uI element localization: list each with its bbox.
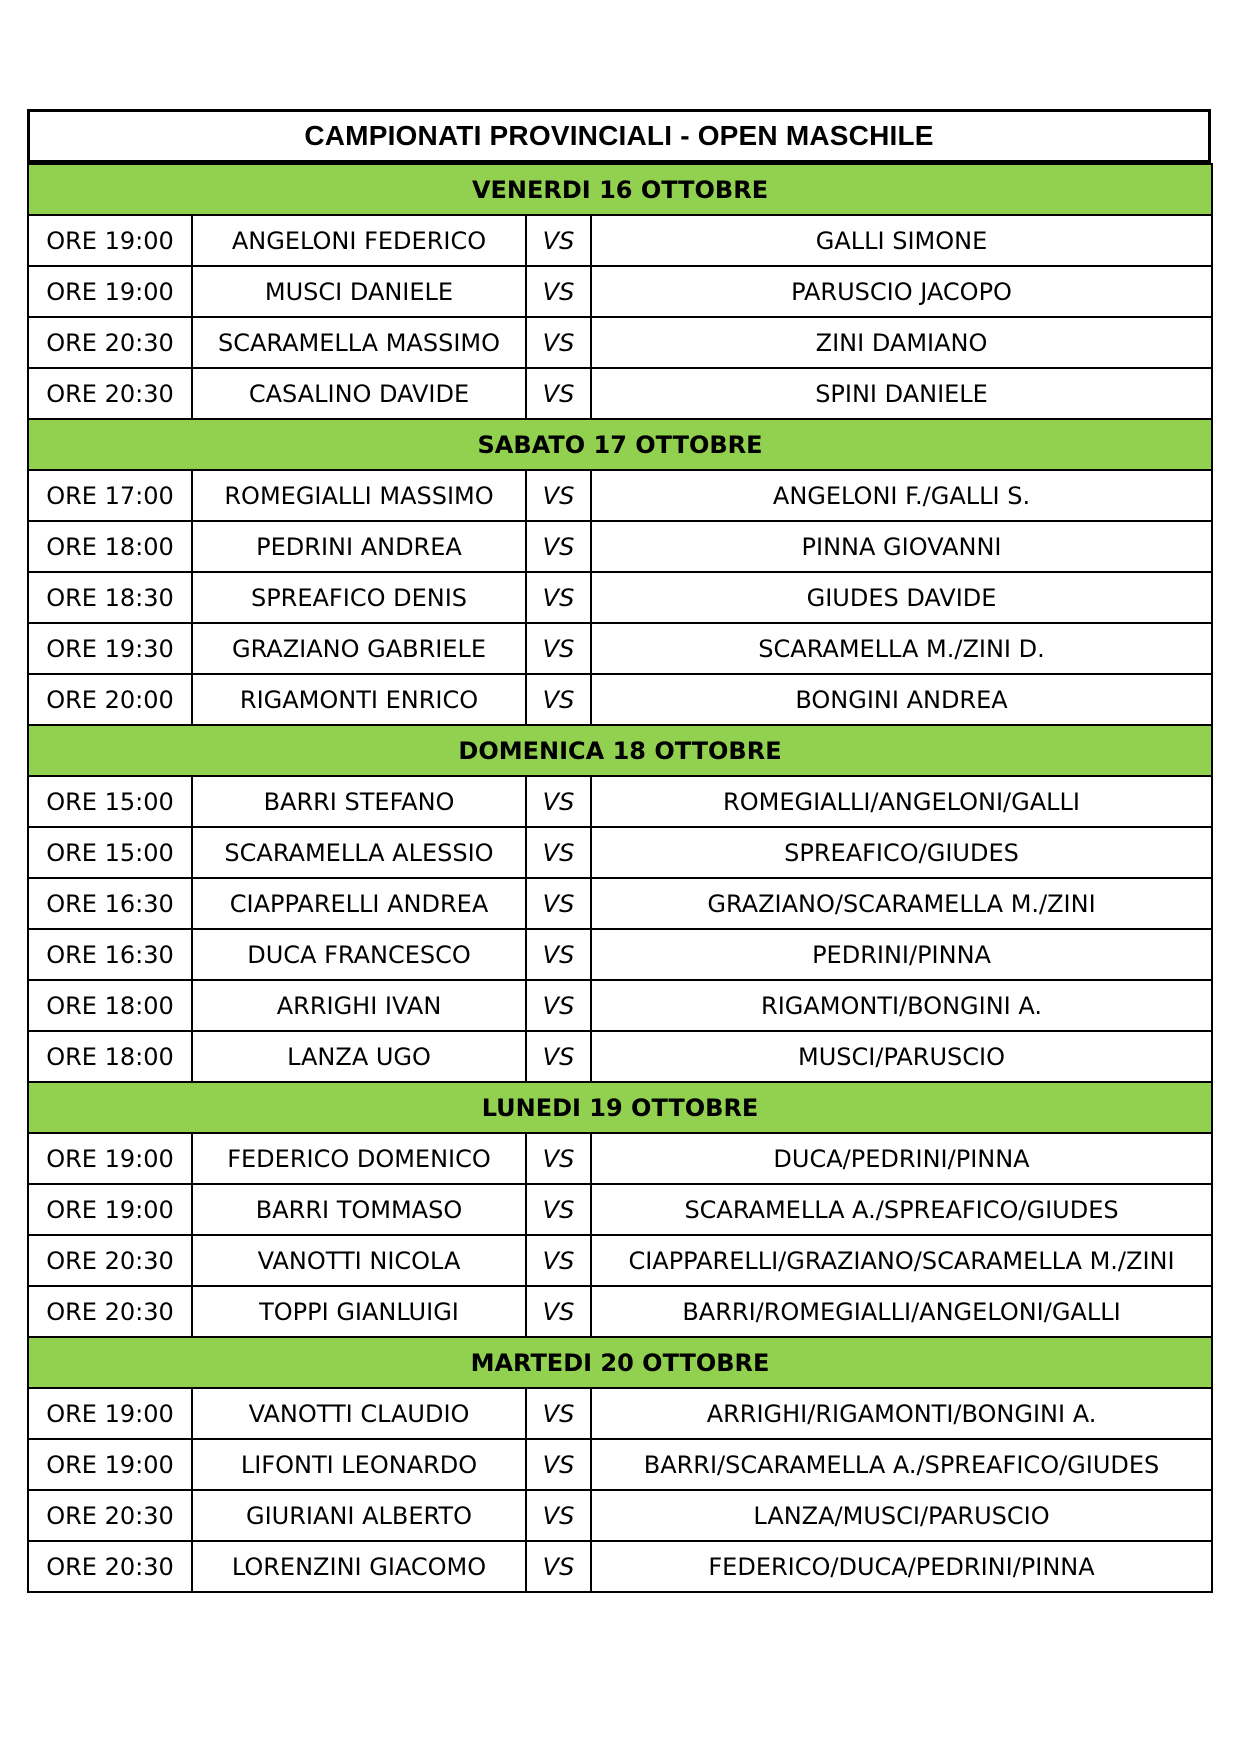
schedule-page: [27, 109, 1211, 1593]
vs-label: VS: [526, 1490, 591, 1541]
home-player: CASALINO DAVIDE: [192, 368, 526, 419]
away-player: SCARAMELLA M./ZINI D.: [591, 623, 1212, 674]
vs-label: VS: [526, 1184, 591, 1235]
away-player: ZINI DAMIANO: [591, 317, 1212, 368]
match-time: ORE 20:30: [28, 317, 192, 368]
home-player: VANOTTI CLAUDIO: [192, 1388, 526, 1439]
home-player: FEDERICO DOMENICO: [192, 1133, 526, 1184]
vs-label: VS: [526, 980, 591, 1031]
match-row: [28, 215, 1212, 266]
match-row: [28, 1184, 1212, 1235]
home-player: ARRIGHI IVAN: [192, 980, 526, 1031]
match-row: [28, 368, 1212, 419]
away-player: SPREAFICO/GIUDES: [591, 827, 1212, 878]
vs-label: VS: [526, 623, 591, 674]
vs-label: VS: [526, 470, 591, 521]
home-player: LANZA UGO: [192, 1031, 526, 1082]
match-time: ORE 19:00: [28, 1439, 192, 1490]
day-header-row: [28, 725, 1212, 776]
day-header-row: [28, 419, 1212, 470]
match-row: [28, 980, 1212, 1031]
day-header: MARTEDI 20 OTTOBRE: [28, 1337, 1212, 1388]
match-row: [28, 1286, 1212, 1337]
match-row: [28, 776, 1212, 827]
vs-label: VS: [526, 1541, 591, 1592]
away-player: SCARAMELLA A./SPREAFICO/GIUDES: [591, 1184, 1212, 1235]
home-player: CIAPPARELLI ANDREA: [192, 878, 526, 929]
vs-label: VS: [526, 1388, 591, 1439]
match-time: ORE 19:00: [28, 1388, 192, 1439]
schedule-body: [28, 164, 1212, 1592]
home-player: BARRI TOMMASO: [192, 1184, 526, 1235]
day-header-row: [28, 1337, 1212, 1388]
vs-label: VS: [526, 266, 591, 317]
document-title: CAMPIONATI PROVINCIALI - OPEN MASCHILE: [27, 109, 1211, 163]
match-time: ORE 19:00: [28, 1133, 192, 1184]
away-player: ROMEGIALLI/ANGELONI/GALLI: [591, 776, 1212, 827]
vs-label: VS: [526, 1286, 591, 1337]
match-time: ORE 20:30: [28, 1286, 192, 1337]
match-time: ORE 19:00: [28, 1184, 192, 1235]
match-time: ORE 19:00: [28, 266, 192, 317]
match-row: [28, 572, 1212, 623]
schedule-table: [27, 163, 1213, 1593]
away-player: BARRI/ROMEGIALLI/ANGELONI/GALLI: [591, 1286, 1212, 1337]
match-row: [28, 929, 1212, 980]
away-player: BONGINI ANDREA: [591, 674, 1212, 725]
vs-label: VS: [526, 1235, 591, 1286]
away-player: GALLI SIMONE: [591, 215, 1212, 266]
match-time: ORE 18:00: [28, 980, 192, 1031]
home-player: BARRI STEFANO: [192, 776, 526, 827]
match-time: ORE 18:00: [28, 1031, 192, 1082]
day-header: DOMENICA 18 OTTOBRE: [28, 725, 1212, 776]
match-row: [28, 674, 1212, 725]
match-row: [28, 1490, 1212, 1541]
match-row: [28, 1235, 1212, 1286]
match-time: ORE 20:30: [28, 1541, 192, 1592]
home-player: LIFONTI LEONARDO: [192, 1439, 526, 1490]
away-player: LANZA/MUSCI/PARUSCIO: [591, 1490, 1212, 1541]
vs-label: VS: [526, 878, 591, 929]
match-time: ORE 20:00: [28, 674, 192, 725]
match-row: [28, 266, 1212, 317]
vs-label: VS: [526, 1031, 591, 1082]
home-player: PEDRINI ANDREA: [192, 521, 526, 572]
day-header: LUNEDI 19 OTTOBRE: [28, 1082, 1212, 1133]
match-time: ORE 20:30: [28, 1490, 192, 1541]
match-time: ORE 19:00: [28, 215, 192, 266]
away-player: GIUDES DAVIDE: [591, 572, 1212, 623]
match-time: ORE 19:30: [28, 623, 192, 674]
vs-label: VS: [526, 521, 591, 572]
home-player: RIGAMONTI ENRICO: [192, 674, 526, 725]
match-time: ORE 15:00: [28, 776, 192, 827]
vs-label: VS: [526, 368, 591, 419]
away-player: ARRIGHI/RIGAMONTI/BONGINI A.: [591, 1388, 1212, 1439]
day-header: VENERDI 16 OTTOBRE: [28, 164, 1212, 215]
match-row: [28, 1133, 1212, 1184]
away-player: CIAPPARELLI/GRAZIANO/SCARAMELLA M./ZINI: [591, 1235, 1212, 1286]
away-player: PINNA GIOVANNI: [591, 521, 1212, 572]
match-time: ORE 16:30: [28, 929, 192, 980]
home-player: SCARAMELLA ALESSIO: [192, 827, 526, 878]
vs-label: VS: [526, 1439, 591, 1490]
home-player: SCARAMELLA MASSIMO: [192, 317, 526, 368]
home-player: ROMEGIALLI MASSIMO: [192, 470, 526, 521]
home-player: SPREAFICO DENIS: [192, 572, 526, 623]
away-player: PEDRINI/PINNA: [591, 929, 1212, 980]
match-time: ORE 15:00: [28, 827, 192, 878]
away-player: GRAZIANO/SCARAMELLA M./ZINI: [591, 878, 1212, 929]
away-player: BARRI/SCARAMELLA A./SPREAFICO/GIUDES: [591, 1439, 1212, 1490]
away-player: DUCA/PEDRINI/PINNA: [591, 1133, 1212, 1184]
vs-label: VS: [526, 929, 591, 980]
match-row: [28, 1031, 1212, 1082]
match-row: [28, 317, 1212, 368]
match-row: [28, 521, 1212, 572]
match-time: ORE 20:30: [28, 368, 192, 419]
match-time: ORE 16:30: [28, 878, 192, 929]
vs-label: VS: [526, 572, 591, 623]
match-row: [28, 878, 1212, 929]
match-time: ORE 18:00: [28, 521, 192, 572]
away-player: SPINI DANIELE: [591, 368, 1212, 419]
match-row: [28, 827, 1212, 878]
home-player: DUCA FRANCESCO: [192, 929, 526, 980]
away-player: RIGAMONTI/BONGINI A.: [591, 980, 1212, 1031]
home-player: ANGELONI FEDERICO: [192, 215, 526, 266]
away-player: MUSCI/PARUSCIO: [591, 1031, 1212, 1082]
home-player: VANOTTI NICOLA: [192, 1235, 526, 1286]
away-player: FEDERICO/DUCA/PEDRINI/PINNA: [591, 1541, 1212, 1592]
match-row: [28, 1541, 1212, 1592]
home-player: LORENZINI GIACOMO: [192, 1541, 526, 1592]
vs-label: VS: [526, 827, 591, 878]
home-player: TOPPI GIANLUIGI: [192, 1286, 526, 1337]
match-row: [28, 623, 1212, 674]
match-row: [28, 470, 1212, 521]
vs-label: VS: [526, 317, 591, 368]
home-player: GRAZIANO GABRIELE: [192, 623, 526, 674]
match-time: ORE 18:30: [28, 572, 192, 623]
away-player: PARUSCIO JACOPO: [591, 266, 1212, 317]
vs-label: VS: [526, 674, 591, 725]
match-row: [28, 1388, 1212, 1439]
match-time: ORE 20:30: [28, 1235, 192, 1286]
day-header-row: [28, 1082, 1212, 1133]
vs-label: VS: [526, 215, 591, 266]
day-header-row: [28, 164, 1212, 215]
match-time: ORE 17:00: [28, 470, 192, 521]
day-header: SABATO 17 OTTOBRE: [28, 419, 1212, 470]
match-row: [28, 1439, 1212, 1490]
home-player: MUSCI DANIELE: [192, 266, 526, 317]
vs-label: VS: [526, 1133, 591, 1184]
home-player: GIURIANI ALBERTO: [192, 1490, 526, 1541]
vs-label: VS: [526, 776, 591, 827]
away-player: ANGELONI F./GALLI S.: [591, 470, 1212, 521]
